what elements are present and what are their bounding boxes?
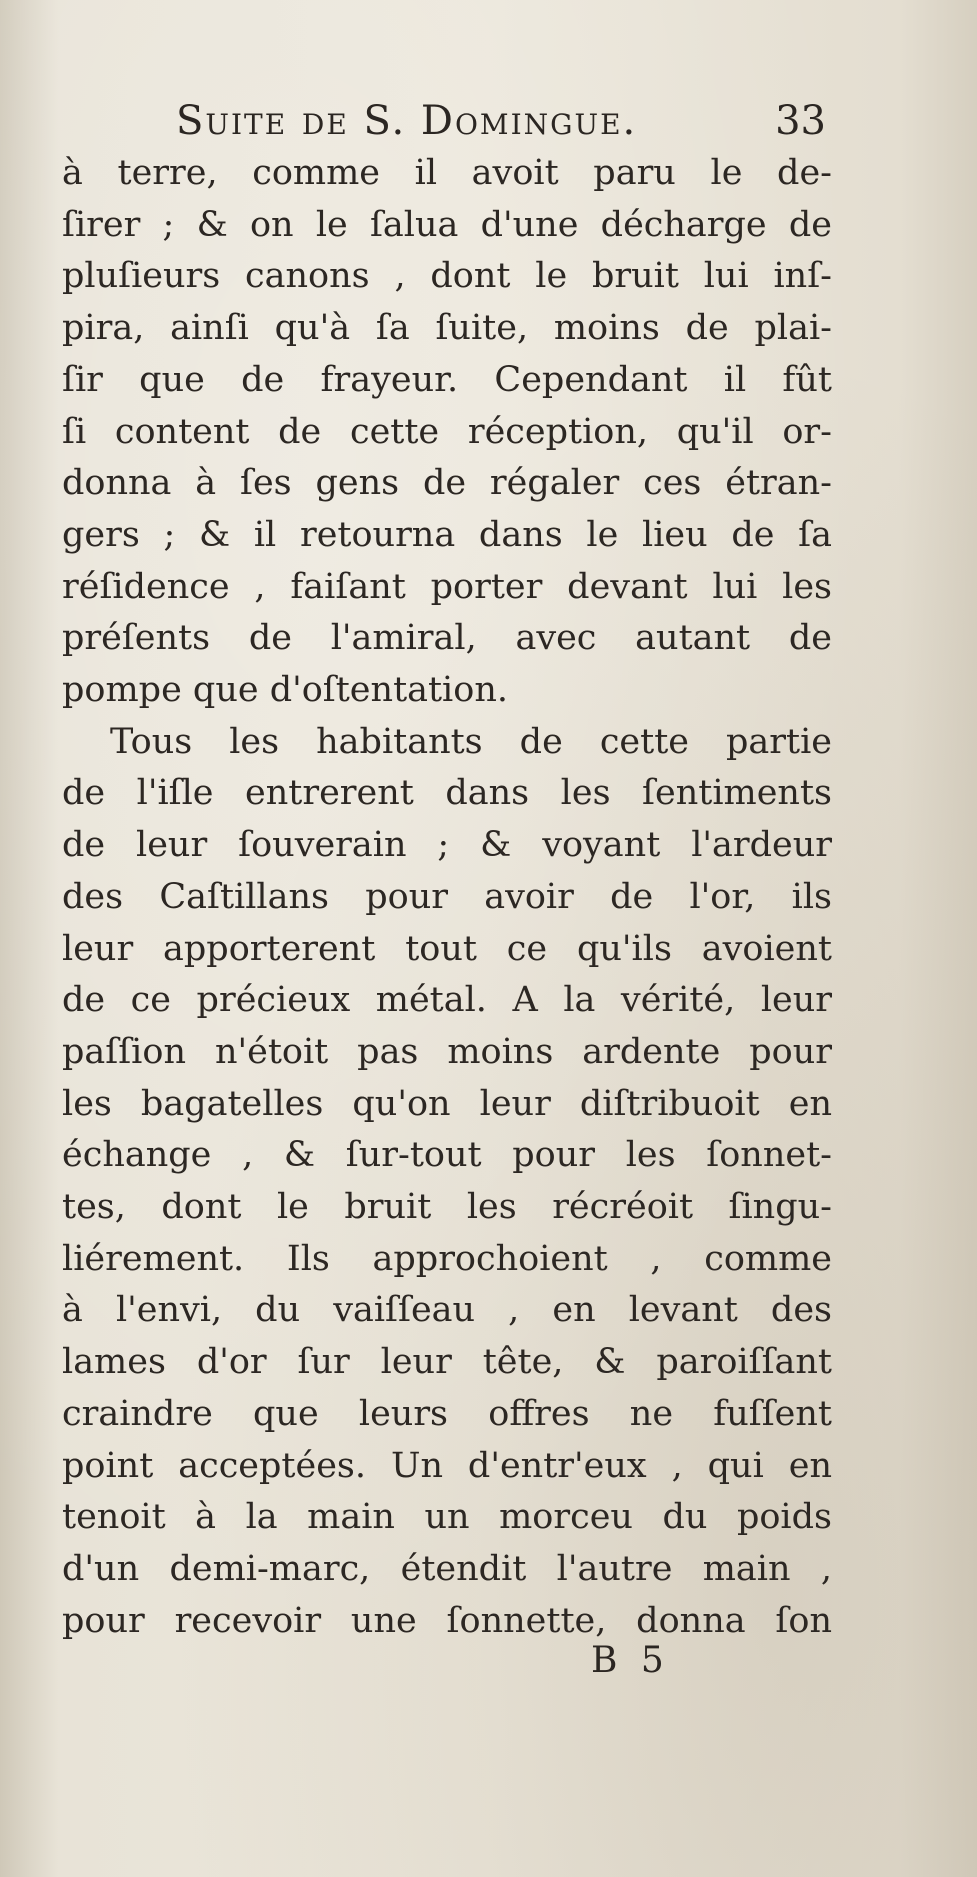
text-line: pluſieurs canons , dont le bruit lui inſ- <box>62 256 832 297</box>
text-line: pira, ainſi qu'à ſa ſuite, moins de plai- <box>62 308 832 349</box>
text-line: paſſion n'étoit pas moins ardente pour <box>62 1031 832 1072</box>
text-line: pour recevoir une ſonnette, donna ſon <box>62 1600 832 1641</box>
text-line: donna à ſes gens de régaler ces étran- <box>62 463 832 504</box>
text-line: Tous les habitants de cette partie <box>110 721 832 762</box>
text-line: tes, dont le bruit les récréoit ſingu- <box>62 1187 832 1228</box>
text-line: les bagatelles qu'on leur diſtribuoit en <box>62 1083 832 1124</box>
text-line: pompe que d'oſtentation. <box>62 670 508 711</box>
text-line: gers ; & il retourna dans le lieu de ſa <box>62 514 832 555</box>
text-line: de ce précieux métal. A la vérité, leur <box>62 980 832 1021</box>
paragraph-1 <box>62 148 832 717</box>
text-line: liérement. Ils approchoient , comme <box>62 1238 832 1279</box>
text-line: échange , & ſur-tout pour les ſonnet- <box>62 1135 832 1176</box>
text-line: d'un demi-marc, étendit l'autre main , <box>62 1548 832 1589</box>
text-line: à l'envi, du vaiſſeau , en levant des <box>62 1290 832 1331</box>
running-title: Suite de S. Domingue. <box>176 98 638 144</box>
text-line: à terre, comme il avoit paru le de- <box>62 153 832 193</box>
body-text <box>62 148 832 1647</box>
text-line: ſirer ; & on le ſalua d'une décharge de <box>62 204 832 245</box>
text-line: de l'iſle entrerent dans les ſentiments <box>62 773 832 814</box>
paragraph-2 <box>62 717 832 1648</box>
text-line: de leur ſouverain ; & voyant l'ardeur <box>62 825 832 866</box>
text-line: craindre que leurs offres ne fuſſent <box>62 1393 832 1434</box>
text-line: point acceptées. Un d'entr'eux , qui en <box>62 1445 832 1486</box>
text-line: tenoit à la main un morceu du poids <box>62 1497 832 1538</box>
text-line: lames d'or ſur leur tête, & paroiſſant <box>62 1342 832 1383</box>
text-line: préſents de l'amiral, avec autant de <box>62 618 832 659</box>
text-line: des Caſtillans pour avoir de l'or, ils <box>62 876 832 917</box>
text-line: ſi content de cette réception, qu'il or- <box>62 411 832 452</box>
signature-mark: B 5 <box>591 1640 670 1681</box>
page-number: 33 <box>775 98 826 144</box>
text-line: réſidence , faiſant porter devant lui les <box>62 566 832 607</box>
text-line: ſir que de frayeur. Cependant il fût <box>62 359 832 400</box>
text-line: leur apporterent tout ce qu'ils avoient <box>62 928 832 969</box>
